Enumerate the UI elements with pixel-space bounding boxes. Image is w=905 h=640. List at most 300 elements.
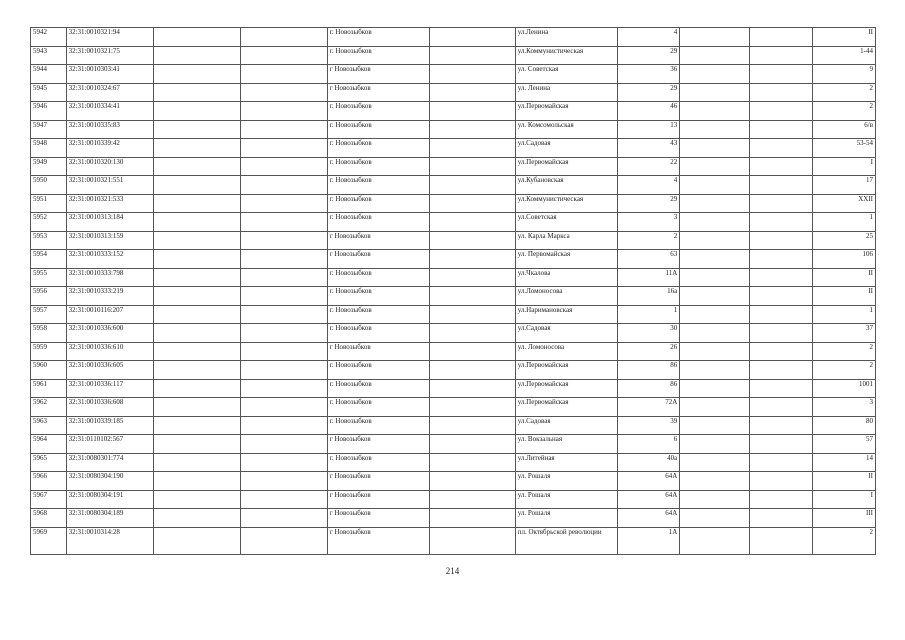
empty-cell: [430, 83, 516, 102]
street-cell: ул.Наримановская: [515, 305, 617, 324]
street-cell: ул. Вокзальная: [515, 435, 617, 454]
house-number-cell: 64А: [618, 509, 680, 528]
cadastral-number-cell: 32:31:0010333:798: [66, 268, 154, 287]
record-number-cell: 5958: [31, 324, 67, 343]
apartment-cell: 80: [812, 416, 875, 435]
city-cell: г Новозыбков: [327, 342, 429, 361]
table-row: [31, 139, 876, 158]
empty-cell: [154, 268, 241, 287]
empty-cell: [430, 490, 516, 509]
empty-cell: [154, 490, 241, 509]
city-cell: г Новозыбков: [327, 509, 429, 528]
table-row: [31, 46, 876, 65]
record-number-cell: 5948: [31, 139, 67, 158]
record-number-cell: 5946: [31, 102, 67, 121]
apartment-cell: 53-54: [812, 139, 875, 158]
record-number-cell: 5947: [31, 120, 67, 139]
street-cell: ул.Советская: [515, 213, 617, 232]
empty-cell: [680, 379, 750, 398]
empty-cell: [154, 305, 241, 324]
city-cell: г. Новозыбков: [327, 194, 429, 213]
empty-cell: [241, 379, 328, 398]
empty-cell: [241, 398, 328, 417]
apartment-cell: I: [812, 490, 875, 509]
apartment-cell: 1: [812, 213, 875, 232]
empty-cell: [241, 176, 328, 195]
empty-cell: [241, 83, 328, 102]
city-cell: г. Новозыбков: [327, 28, 429, 47]
cadastral-number-cell: 32:31:0010336:608: [66, 398, 154, 417]
empty-cell: [241, 268, 328, 287]
street-cell: ул. Ленина: [515, 83, 617, 102]
empty-cell: [241, 250, 328, 269]
record-number-cell: 5945: [31, 83, 67, 102]
apartment-cell: 2: [812, 83, 875, 102]
empty-cell: [750, 361, 812, 380]
apartment-cell: XXII: [812, 194, 875, 213]
empty-cell: [430, 342, 516, 361]
city-cell: г. Новозыбков: [327, 46, 429, 65]
record-number-cell: 5950: [31, 176, 67, 195]
cadastral-number-cell: 32:31:0010321:551: [66, 176, 154, 195]
house-number-cell: 36: [618, 65, 680, 84]
empty-cell: [750, 83, 812, 102]
city-cell: г. Новозыбков: [327, 176, 429, 195]
empty-cell: [680, 194, 750, 213]
record-number-cell: 5943: [31, 46, 67, 65]
house-number-cell: 22: [618, 157, 680, 176]
cadastral-number-cell: 32:31:0010336:117: [66, 379, 154, 398]
city-cell: г. Новозыбков: [327, 398, 429, 417]
empty-cell: [241, 342, 328, 361]
street-cell: ул.Чкалова: [515, 268, 617, 287]
record-number-cell: 5955: [31, 268, 67, 287]
empty-cell: [154, 287, 241, 306]
empty-cell: [430, 157, 516, 176]
empty-cell: [680, 416, 750, 435]
empty-cell: [750, 194, 812, 213]
city-cell: г. Новозыбков: [327, 102, 429, 121]
record-number-cell: 5963: [31, 416, 67, 435]
empty-cell: [680, 83, 750, 102]
cadastral-number-cell: 32:31:0110102:567: [66, 435, 154, 454]
empty-cell: [241, 157, 328, 176]
empty-cell: [750, 305, 812, 324]
house-number-cell: 63: [618, 250, 680, 269]
empty-cell: [430, 65, 516, 84]
table-row: [31, 361, 876, 380]
cadastral-number-cell: 32:31:0010324:67: [66, 83, 154, 102]
apartment-cell: 2: [812, 342, 875, 361]
empty-cell: [430, 379, 516, 398]
record-number-cell: 5961: [31, 379, 67, 398]
empty-cell: [241, 435, 328, 454]
street-cell: ул.Первомайская: [515, 157, 617, 176]
empty-cell: [750, 287, 812, 306]
empty-cell: [680, 305, 750, 324]
street-cell: ул.Садовая: [515, 139, 617, 158]
empty-cell: [750, 527, 812, 554]
empty-cell: [680, 139, 750, 158]
empty-cell: [430, 213, 516, 232]
empty-cell: [154, 176, 241, 195]
cadastral-number-cell: 32:31:0080304:191: [66, 490, 154, 509]
street-cell: ул.Коммунистическая: [515, 46, 617, 65]
empty-cell: [430, 509, 516, 528]
city-cell: г. Новозыбков: [327, 120, 429, 139]
empty-cell: [154, 250, 241, 269]
empty-cell: [241, 213, 328, 232]
house-number-cell: 86: [618, 379, 680, 398]
table-row: [31, 194, 876, 213]
city-cell: г. Новозыбков: [327, 287, 429, 306]
house-number-cell: 86: [618, 361, 680, 380]
table-row: [31, 472, 876, 491]
city-cell: г. Новозыбков: [327, 268, 429, 287]
empty-cell: [750, 398, 812, 417]
apartment-cell: 2: [812, 527, 875, 554]
empty-cell: [680, 213, 750, 232]
record-number-cell: 5967: [31, 490, 67, 509]
empty-cell: [154, 527, 241, 554]
empty-cell: [750, 250, 812, 269]
house-number-cell: 6: [618, 435, 680, 454]
apartment-cell: 25: [812, 231, 875, 250]
cadastral-number-cell: 32:31:0010313:159: [66, 231, 154, 250]
house-number-cell: 4: [618, 176, 680, 195]
empty-cell: [154, 379, 241, 398]
city-cell: г Новозыбков: [327, 490, 429, 509]
cadastral-number-cell: 32:31:0010320:130: [66, 157, 154, 176]
cadastral-number-cell: 32:31:0010339:42: [66, 139, 154, 158]
empty-cell: [430, 305, 516, 324]
empty-cell: [241, 453, 328, 472]
cadastral-number-cell: 32:31:0080304:189: [66, 509, 154, 528]
empty-cell: [241, 472, 328, 491]
empty-cell: [430, 268, 516, 287]
city-cell: г Новозыбков: [327, 231, 429, 250]
record-number-cell: 5969: [31, 527, 67, 554]
street-cell: ул.Первомайская: [515, 361, 617, 380]
table-row: [31, 527, 876, 554]
table-row: [31, 490, 876, 509]
city-cell: г Новозыбков: [327, 83, 429, 102]
house-number-cell: 16а: [618, 287, 680, 306]
street-cell: ул. Советская: [515, 65, 617, 84]
empty-cell: [241, 139, 328, 158]
empty-cell: [154, 398, 241, 417]
empty-cell: [154, 342, 241, 361]
table-row: [31, 398, 876, 417]
record-number-cell: 5954: [31, 250, 67, 269]
street-cell: ул. Ломоносова: [515, 342, 617, 361]
empty-cell: [154, 472, 241, 491]
apartment-cell: 14: [812, 453, 875, 472]
street-cell: пл. Октябрьской революции: [515, 527, 617, 554]
street-cell: ул. Первомайская: [515, 250, 617, 269]
empty-cell: [154, 435, 241, 454]
record-number-cell: 5959: [31, 342, 67, 361]
empty-cell: [750, 324, 812, 343]
city-cell: г. Новозыбков: [327, 305, 429, 324]
city-cell: г. Новозыбков: [327, 361, 429, 380]
cadastral-number-cell: 32:31:0010333:219: [66, 287, 154, 306]
empty-cell: [430, 28, 516, 47]
empty-cell: [680, 435, 750, 454]
empty-cell: [241, 287, 328, 306]
record-number-cell: 5957: [31, 305, 67, 324]
empty-cell: [154, 120, 241, 139]
registry-table-body: [31, 28, 876, 555]
empty-cell: [680, 46, 750, 65]
empty-cell: [241, 324, 328, 343]
empty-cell: [154, 231, 241, 250]
cadastral-number-cell: 32:31:0080301:774: [66, 453, 154, 472]
city-cell: г Новозыбков: [327, 65, 429, 84]
empty-cell: [750, 28, 812, 47]
empty-cell: [154, 361, 241, 380]
cadastral-number-cell: 32:31:0010321:75: [66, 46, 154, 65]
empty-cell: [750, 268, 812, 287]
table-row: [31, 416, 876, 435]
empty-cell: [430, 46, 516, 65]
empty-cell: [750, 157, 812, 176]
table-row: [31, 379, 876, 398]
record-number-cell: 5951: [31, 194, 67, 213]
cadastral-number-cell: 32:31:0010303:41: [66, 65, 154, 84]
record-number-cell: 5968: [31, 509, 67, 528]
cadastral-number-cell: 32:31:0010116:207: [66, 305, 154, 324]
apartment-cell: 57: [812, 435, 875, 454]
empty-cell: [750, 102, 812, 121]
street-cell: ул.Ломоносова: [515, 287, 617, 306]
table-row: [31, 435, 876, 454]
house-number-cell: 13: [618, 120, 680, 139]
empty-cell: [154, 139, 241, 158]
empty-cell: [750, 213, 812, 232]
table-row: [31, 176, 876, 195]
empty-cell: [680, 120, 750, 139]
registry-table: [30, 27, 876, 555]
empty-cell: [241, 28, 328, 47]
table-row: [31, 453, 876, 472]
empty-cell: [430, 527, 516, 554]
empty-cell: [430, 398, 516, 417]
empty-cell: [241, 231, 328, 250]
empty-cell: [241, 490, 328, 509]
empty-cell: [680, 250, 750, 269]
apartment-cell: 3: [812, 398, 875, 417]
city-cell: г. Новозыбков: [327, 416, 429, 435]
empty-cell: [750, 490, 812, 509]
house-number-cell: 1: [618, 305, 680, 324]
table-row: [31, 83, 876, 102]
cadastral-number-cell: 32:31:0010336:610: [66, 342, 154, 361]
city-cell: г Новозыбков: [327, 527, 429, 554]
street-cell: ул. Рошаля: [515, 490, 617, 509]
street-cell: ул. Карла Маркса: [515, 231, 617, 250]
empty-cell: [430, 120, 516, 139]
street-cell: ул.Кубановская: [515, 176, 617, 195]
apartment-cell: 6/в: [812, 120, 875, 139]
record-number-cell: 5960: [31, 361, 67, 380]
empty-cell: [154, 102, 241, 121]
table-row: [31, 120, 876, 139]
empty-cell: [430, 435, 516, 454]
cadastral-number-cell: 32:31:0010321:94: [66, 28, 154, 47]
house-number-cell: 40а: [618, 453, 680, 472]
apartment-cell: 106: [812, 250, 875, 269]
table-row: [31, 250, 876, 269]
empty-cell: [241, 305, 328, 324]
empty-cell: [430, 250, 516, 269]
street-cell: ул. Комсомольская: [515, 120, 617, 139]
table-row: [31, 324, 876, 343]
empty-cell: [430, 453, 516, 472]
empty-cell: [680, 102, 750, 121]
empty-cell: [154, 509, 241, 528]
record-number-cell: 5953: [31, 231, 67, 250]
table-row: [31, 287, 876, 306]
record-number-cell: 5949: [31, 157, 67, 176]
empty-cell: [241, 527, 328, 554]
empty-cell: [241, 120, 328, 139]
empty-cell: [680, 342, 750, 361]
city-cell: г. Новозыбков: [327, 324, 429, 343]
apartment-cell: 9: [812, 65, 875, 84]
apartment-cell: 17: [812, 176, 875, 195]
house-number-cell: 43: [618, 139, 680, 158]
cadastral-number-cell: 32:31:0010334:41: [66, 102, 154, 121]
table-row: [31, 157, 876, 176]
empty-cell: [430, 194, 516, 213]
street-cell: ул.Первомайская: [515, 398, 617, 417]
house-number-cell: 46: [618, 102, 680, 121]
city-cell: г. Новозыбков: [327, 379, 429, 398]
street-cell: ул.Садовая: [515, 324, 617, 343]
apartment-cell: I: [812, 157, 875, 176]
empty-cell: [750, 65, 812, 84]
empty-cell: [750, 231, 812, 250]
page-number: 214: [445, 566, 460, 576]
street-cell: ул.Садовая: [515, 416, 617, 435]
empty-cell: [154, 83, 241, 102]
empty-cell: [430, 416, 516, 435]
table-row: [31, 509, 876, 528]
street-cell: ул.Коммунистическая: [515, 194, 617, 213]
empty-cell: [680, 268, 750, 287]
record-number-cell: 5964: [31, 435, 67, 454]
empty-cell: [154, 157, 241, 176]
cadastral-number-cell: 32:31:0010313:184: [66, 213, 154, 232]
record-number-cell: 5952: [31, 213, 67, 232]
empty-cell: [154, 194, 241, 213]
house-number-cell: 64А: [618, 490, 680, 509]
cadastral-number-cell: 32:31:0010336:605: [66, 361, 154, 380]
record-number-cell: 5965: [31, 453, 67, 472]
house-number-cell: 11А: [618, 268, 680, 287]
cadastral-number-cell: 32:31:0010333:152: [66, 250, 154, 269]
house-number-cell: 1А: [618, 527, 680, 554]
apartment-cell: 2: [812, 361, 875, 380]
empty-cell: [241, 416, 328, 435]
empty-cell: [430, 472, 516, 491]
empty-cell: [750, 509, 812, 528]
apartment-cell: 2: [812, 102, 875, 121]
empty-cell: [430, 361, 516, 380]
record-number-cell: 5942: [31, 28, 67, 47]
apartment-cell: II: [812, 472, 875, 491]
house-number-cell: 29: [618, 83, 680, 102]
house-number-cell: 72А: [618, 398, 680, 417]
empty-cell: [680, 157, 750, 176]
cadastral-number-cell: 32:31:0010335:83: [66, 120, 154, 139]
empty-cell: [241, 65, 328, 84]
empty-cell: [241, 509, 328, 528]
apartment-cell: 1001: [812, 379, 875, 398]
house-number-cell: 29: [618, 46, 680, 65]
empty-cell: [430, 324, 516, 343]
empty-cell: [750, 453, 812, 472]
street-cell: ул. Рошаля: [515, 509, 617, 528]
record-number-cell: 5962: [31, 398, 67, 417]
city-cell: г. Новозыбков: [327, 453, 429, 472]
empty-cell: [154, 46, 241, 65]
city-cell: г Новозыбков: [327, 250, 429, 269]
house-number-cell: 26: [618, 342, 680, 361]
street-cell: ул.Ленина: [515, 28, 617, 47]
city-cell: г Новозыбков: [327, 435, 429, 454]
empty-cell: [680, 65, 750, 84]
apartment-cell: 37: [812, 324, 875, 343]
empty-cell: [680, 324, 750, 343]
empty-cell: [750, 472, 812, 491]
empty-cell: [241, 102, 328, 121]
apartment-cell: 1: [812, 305, 875, 324]
street-cell: ул.Первомайская: [515, 102, 617, 121]
empty-cell: [680, 509, 750, 528]
empty-cell: [680, 527, 750, 554]
house-number-cell: 64А: [618, 472, 680, 491]
apartment-cell: II: [812, 268, 875, 287]
empty-cell: [430, 231, 516, 250]
house-number-cell: 3: [618, 213, 680, 232]
empty-cell: [680, 490, 750, 509]
city-cell: г. Новозыбков: [327, 213, 429, 232]
empty-cell: [680, 398, 750, 417]
empty-cell: [750, 435, 812, 454]
empty-cell: [750, 416, 812, 435]
table-row: [31, 28, 876, 47]
house-number-cell: 4: [618, 28, 680, 47]
house-number-cell: 2: [618, 231, 680, 250]
empty-cell: [750, 46, 812, 65]
table-row: [31, 102, 876, 121]
empty-cell: [154, 213, 241, 232]
empty-cell: [750, 176, 812, 195]
record-number-cell: 5956: [31, 287, 67, 306]
table-row: [31, 231, 876, 250]
empty-cell: [750, 379, 812, 398]
apartment-cell: III: [812, 509, 875, 528]
apartment-cell: II: [812, 287, 875, 306]
house-number-cell: 29: [618, 194, 680, 213]
empty-cell: [750, 139, 812, 158]
empty-cell: [154, 416, 241, 435]
street-cell: ул.Первомайская: [515, 379, 617, 398]
empty-cell: [154, 453, 241, 472]
empty-cell: [241, 194, 328, 213]
